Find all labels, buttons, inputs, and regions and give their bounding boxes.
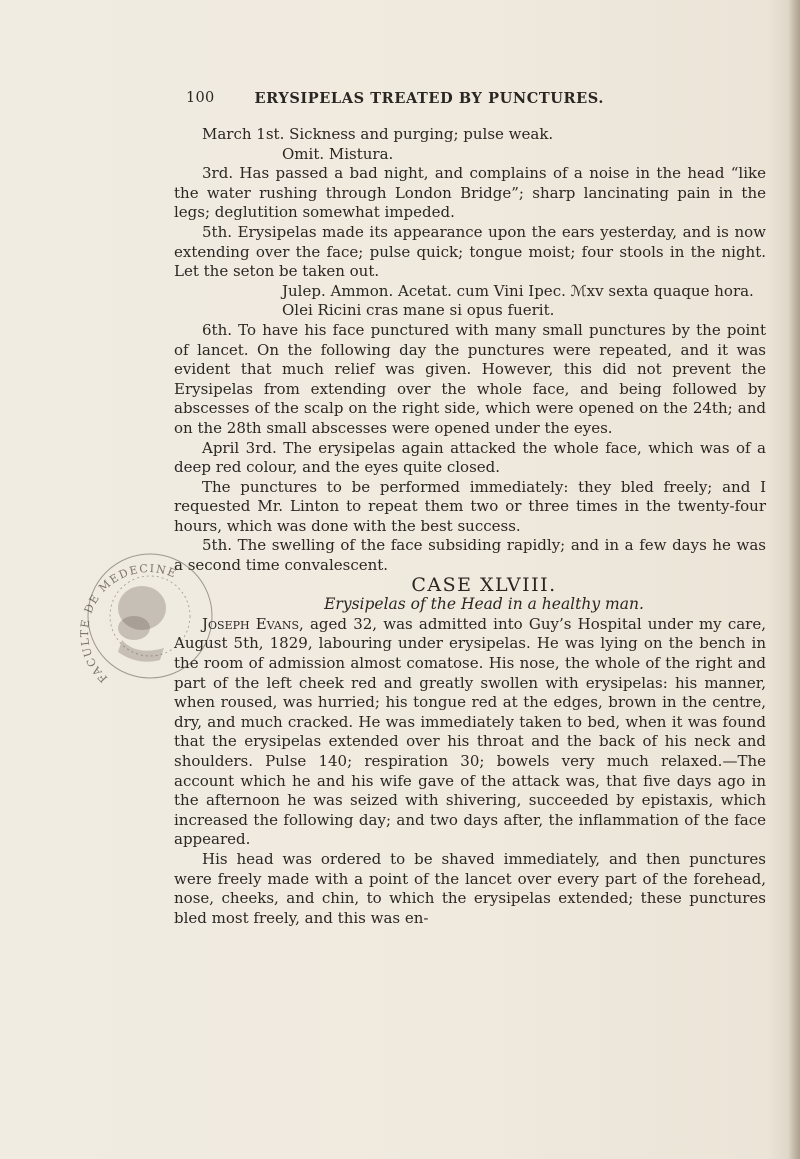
paragraph: 5th. Erysipelas made its appearance upon the ears yesterday, and is now extending over the face; pulse quick; tongue moist; four stools in the night. Let the seton be taken out. xyxy=(174,222,766,281)
case-paragraph-text: , aged 32, was admitted into Guy’s Hospital under my care, August 5th, 1829, labouring under erysipelas. He was lying on the bench in the room of admission almost comatose. His nose, the whole of the right and part of the left cheek red and greatly swollen with erysipelas: his manner, when roused, was hurried; his tongue red at the edges, brown in the centre, dry, and much cracked. He was immediately taken to bed, when it was found that the erysipelas extended over his throat and the back of his neck and shoulders. Pulse 140; respiration 30; bowels very much relaxed.—The account which he and his wife gave of the attack was, that five days ago in the afternoon he was seized with shivering, succeeded by epistaxis, which increased the following day; and two days after, the inflammation of the face appeared. xyxy=(174,614,766,849)
paragraph: 5th. The swelling of the face subsiding rapidly; and in a few days he was a second time convalescent. xyxy=(174,536,766,575)
paragraph: March 1st. Sickness and purging; pulse weak. xyxy=(202,125,554,143)
case-heading: CASE XLVIII. xyxy=(411,573,557,596)
prescription-line: Olei Ricini cras mane si opus fuerit. xyxy=(282,301,555,320)
library-stamp xyxy=(72,528,222,718)
name-initial: J xyxy=(202,614,209,633)
body-text xyxy=(174,125,766,928)
prescription-line: Omit. Mistura. xyxy=(282,144,394,163)
paragraph: 6th. To have his face punctured with many small punctures by the point of lancet. On the following day the punctures were repeated, and it was evident that much relief was given. However, this did not prevent the Erysipelas from extending over the whole face, and being followed by abscesses of the scalp on the right side, which were opened on the 24th; and on the 28th small abscesses were opened under the eyes. xyxy=(174,320,766,437)
case-paragraph xyxy=(174,615,766,850)
paragraph: 3rd. Has passed a bad night, and complains of a noise in the head “like the water rushing through London Bridge”; sharp lancinating pain in the legs; deglutition somewhat impeded. xyxy=(174,164,766,222)
paragraph: The punctures to be performed immediately: they bled freely; and I requested Mr. Linton to repeat them two or three times in the twenty-four hours, which was done with the best success. xyxy=(174,477,766,535)
page-number: 100 xyxy=(186,90,215,106)
prescription-line: Julep. Ammon. Acetat. cum Vini Ipec. ℳxv sexta quaque hora. xyxy=(282,281,754,300)
patient-name: oseph Evans xyxy=(208,614,300,633)
stamp-text: FACULTE DE MEDECINE xyxy=(78,561,179,686)
page-edge-shadow xyxy=(788,0,800,1159)
case-paragraph: His head was ordered to be shaved immediately, and then punctures were freely made with a point of the lancet over every part of the forehead, nose, cheeks, and chin, to which the erysipelas extended; these punctures bled most freely, and this was en- xyxy=(174,849,766,927)
case-subtitle: Erysipelas of the Head in a healthy man. xyxy=(324,595,644,614)
paragraph: April 3rd. The erysipelas again attacked the whole face, which was of a deep red colour, and the eyes quite closed. xyxy=(174,438,766,477)
running-title: ERYSIPELAS TREATED BY PUNCTURES. xyxy=(254,90,604,107)
